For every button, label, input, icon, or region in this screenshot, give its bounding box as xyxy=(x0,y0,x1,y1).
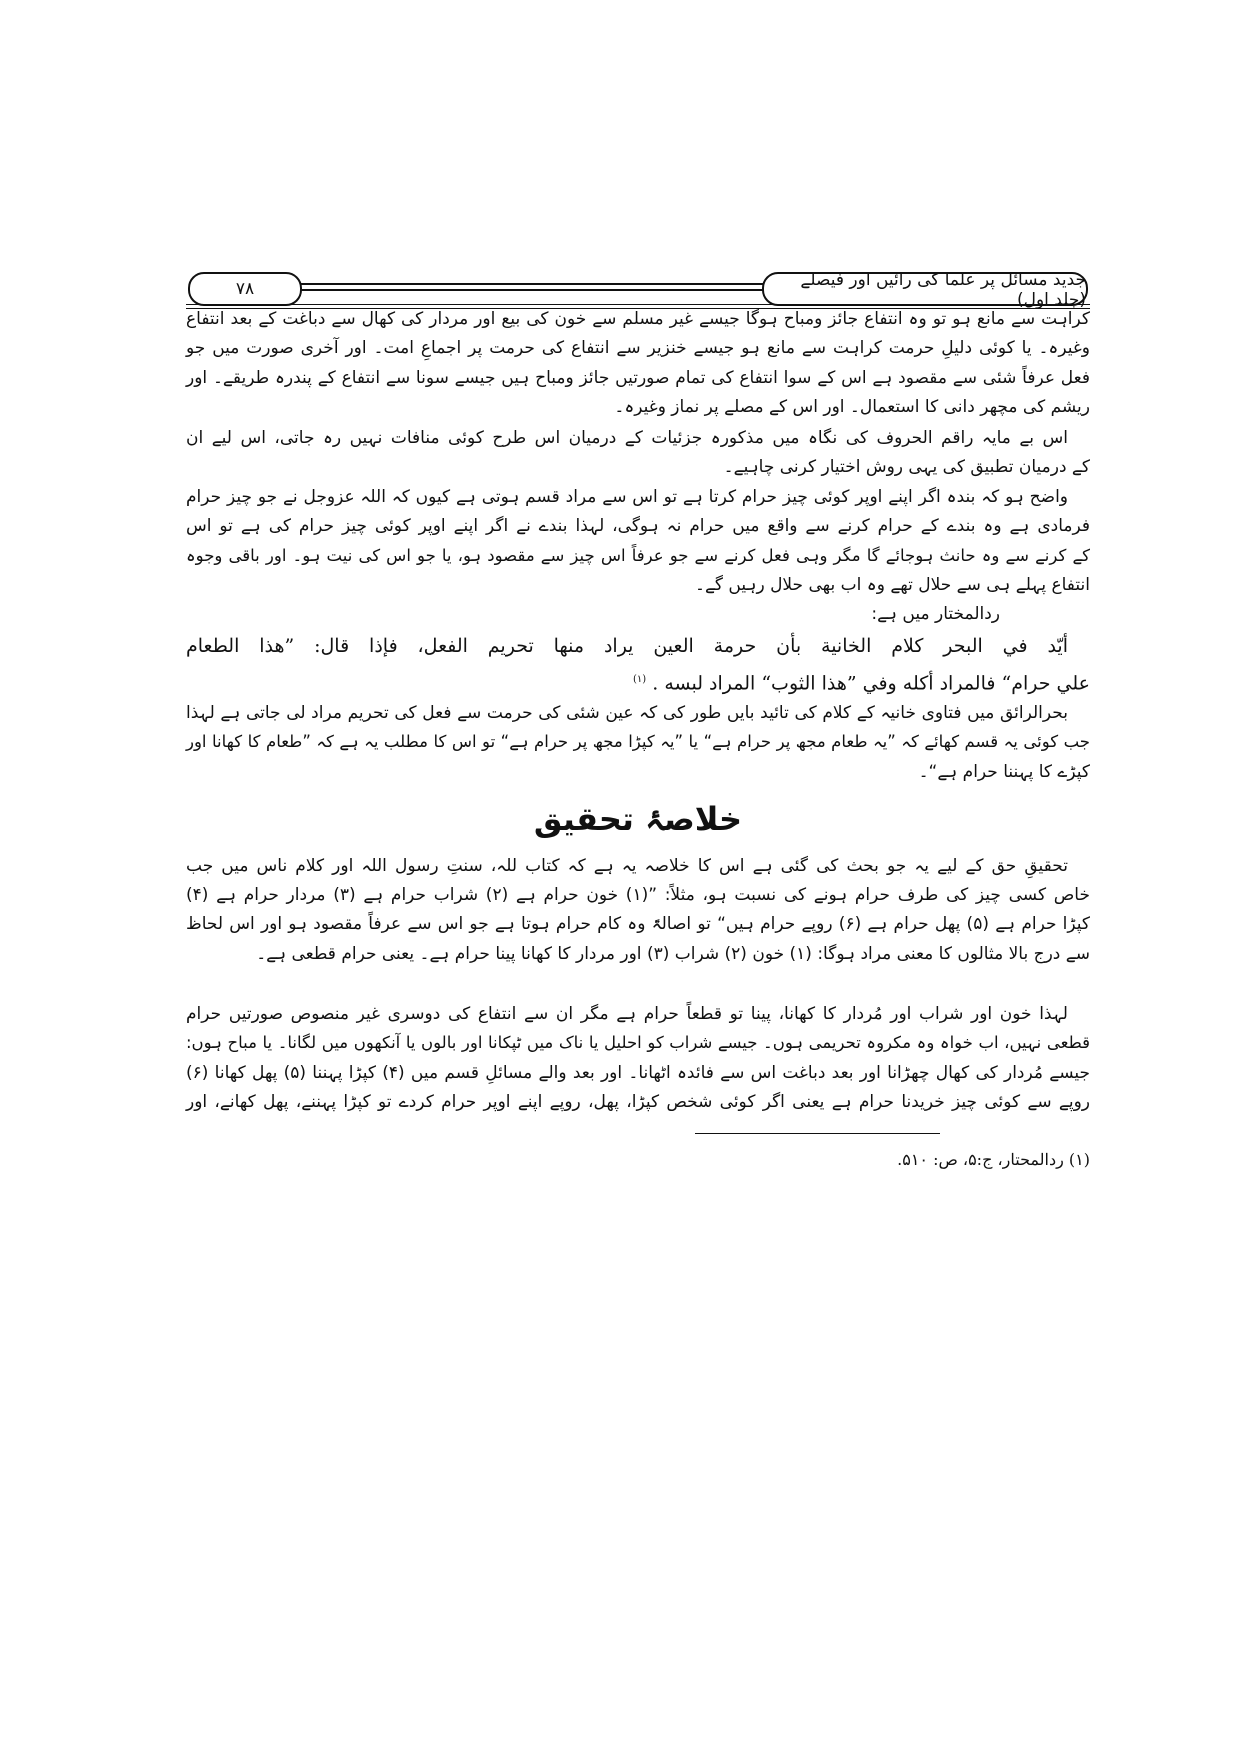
body-line: جیسے مُردار کی کھال چھڑانا اور بعد دباغت اس سے فائدہ اٹھانا۔ اور بعد والے مسائلِ قسم میں (۴) کپڑا پہننا (۵) پھل کھانا (۶) xyxy=(186,1063,1090,1083)
body-line: لہذا خون اور شراب اور مُردار کا کھانا، پینا تو قطعاً حرام ہے مگر ان سے انتفاع کی دوسری غیر منصوص صورتیں حرام xyxy=(186,1004,1068,1024)
body-line: اس بے مایہ راقم الحروف کی نگاہ میں مذکورہ جزئیات کے درمیان اس طرح کوئی منافات نہیں رہ جاتی، اس لیے ان xyxy=(186,428,1068,448)
body-line: کے درمیان تطبیق کی یہی روش اختیار کرنی چاہیے۔ xyxy=(723,457,1090,477)
body-line: بحرالرائق میں فتاوی خانیہ کے کلام کی تائید بایں طور کی کہ عین شئی کی حرمت سے فعل کی تحریم مراد لی جاتی ہے لہذا xyxy=(186,703,1068,723)
arabic-quote-text: علي حرام“ فالمراد أكله وفي ”هذا الثوب“ المراد لبسه . xyxy=(652,672,1090,695)
body-line: کے کرنے سے وہ حانث ہوجائے گا مگر وہی فعل کرنے سے جو عرفاً اس چیز سے مقصود ہو، یا جو اس کی نیت ہو۔ اور باقی وجوہ xyxy=(186,546,1090,565)
section-heading: خلاصۂ تحقیق xyxy=(533,800,743,838)
body-line: قطعی نہیں، اب خواہ وہ مکروہ تحریمی ہوں۔ جیسے شراب کو احلیل یا ناک میں ٹپکانا اور بالوں یا آنکھوں میں لگانا۔ یا مباح ہوں: xyxy=(186,1033,1090,1052)
body-line: ریشم کی مچھر دانی کا استعمال۔ اور اس کے مصلے پر نماز وغیرہ۔ xyxy=(614,397,1090,417)
header-divider xyxy=(300,283,764,285)
footnote-separator xyxy=(695,1133,940,1134)
body-line: کپڑا حرام ہے (۵) پھل حرام ہے (۶) روپے حرام ہیں“ تو اصالۃً وہ کام حرام ہوتا ہے جو اس سے عرفاً مقصود ہو اور اس لحاظ xyxy=(186,914,1090,934)
body-line: واضح ہو کہ بندہ اگر اپنے اوپر کوئی چیز حرام کرتا ہے تو اس سے مراد قسم ہوتی ہے کیوں کہ اللہ عزوجل نے جو چیز حرام xyxy=(186,487,1068,507)
body-line: روپے سے کوئی چیز خریدنا حرام ہے یعنی اگر کوئی شخص کپڑا، پھل، روپے اپنے اوپر حرام کردے تو کپڑا پہننے، پھل کھانے، اور xyxy=(186,1092,1090,1112)
arabic-quote-line xyxy=(186,664,1090,696)
arabic-quote-line: أيّد في البحر كلام الخانية بأن حرمة العين يراد منها تحريم الفعل، فإذا قال: ”هذا الطعام xyxy=(186,635,1068,657)
header-divider xyxy=(300,289,764,291)
body-line: وغیرہ۔ یا کوئی دلیلِ حرمت کراہت سے مانع ہو جیسے خنزیر سے انتفاع کی حرمت پر اجماعِ امت۔ اور آخری صورت میں جو xyxy=(186,338,1090,358)
body-line: تحقیقِ حق کے لیے یہ جو بحث کی گئی ہے اس کا خلاصہ یہ ہے کہ کتاب للہ، سنتِ رسول اللہ اور کلام ناس میں جب xyxy=(186,856,1068,876)
body-line: جب کوئی یہ قسم کھائے کہ ”یہ طعام مجھ پر حرام ہے“ یا ”یہ کپڑا مجھ پر حرام ہے“ تو اس کا مطلب یہ ہے کہ ”طعام کا کھانا اور xyxy=(186,732,1090,751)
body-line: فرمادی ہے وہ بندے کے حرام کرنے سے واقع میں حرام نہ ہوگی، لہذا بندے نے اگر اپنے اوپر کوئی چیز حرام کی ہے تو اس xyxy=(186,516,1090,536)
running-title: جدید مسائل پر علما کی رائیں اور فیصلے (جلد اول) xyxy=(762,272,1088,306)
citation-intro: ردالمختار میں ہے: xyxy=(871,604,1000,624)
footnote-marker[interactable]: (١) xyxy=(633,674,647,685)
body-line: سے درج بالا مثالوں کا معنی مراد ہوگا: (۱) خون (۲) شراب (۳) اور مردار کا کھانا پینا حرام ہے۔ یعنی حرام قطعی ہے۔ xyxy=(256,944,1090,964)
footnote: (۱) ردالمحتار، ج:۵، ص: ۵۱۰. xyxy=(897,1150,1090,1169)
body-line: کراہت سے مانع ہو تو وہ انتفاع جائز ومباح ہوگا جیسے غیر مسلم سے خون کی بیع اور مردار کی کھال سے دباغت کے بعد انتفاع xyxy=(186,309,1090,329)
body-line: کپڑے کا پہننا حرام ہے“۔ xyxy=(918,762,1090,782)
body-line: خاص کسی چیز کی طرف حرام ہونے کی نسبت ہو، مثلاً: ”(۱) خون حرام ہے (۲) شراب حرام ہے (۳) مردار حرام ہے (۴) xyxy=(186,885,1090,905)
page-number: ۷۸ xyxy=(188,272,302,306)
body-line: فعل عرفاً شئی سے مقصود ہے اس کے سوا انتفاع کی تمام صورتیں جائز ومباح ہیں جیسے سونا سے انتفاع کے پندرہ طریقے۔ اور xyxy=(186,368,1090,388)
body-line: انتفاع پہلے ہی سے حلال تھے وہ اب بھی حلال رہیں گے۔ xyxy=(695,575,1090,595)
